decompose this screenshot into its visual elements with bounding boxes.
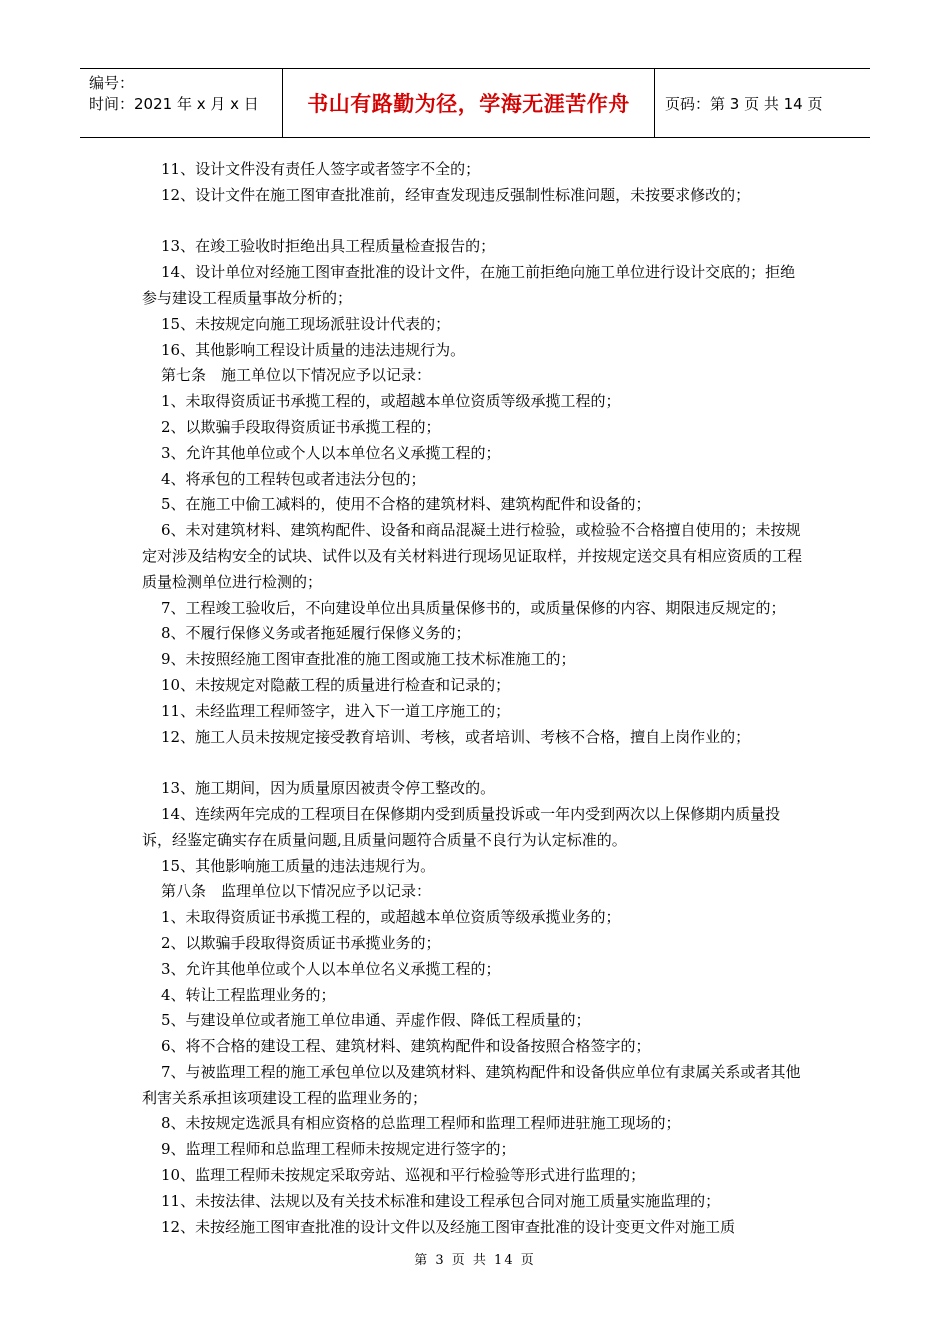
body-paragraph: 13、在竣工验收时拒绝出具工程质量检查报告的； [161,237,496,256]
body-paragraph: 12、设计文件在施工图审查批准前，经审查发现违反强制性标准问题，未按要求修改的； [161,185,751,204]
blank-line [142,209,807,235]
body-paragraph: 8、不履行保修义务或者拖延履行保修义务的； [161,624,471,643]
body-paragraph: 2、以欺骗手段取得资质证书承揽工程的； [161,417,441,436]
body-paragraph: 7、与被监理工程的施工承包单位以及建筑材料、建筑构配件和设备供应单位有隶属关系或者其他利害关系承担该项建设工程的监理业务的； [142,1062,801,1107]
body-paragraph: 5、在施工中偷工减料的，使用不合格的建筑材料、建筑构配件和设备的； [161,495,651,514]
body-paragraph: 10、监理工程师未按规定采取旁站、巡视和平行检验等形式进行监理的； [161,1166,646,1185]
body-paragraph: 10、未按规定对隐蔽工程的质量进行检查和记录的； [161,675,511,694]
body-paragraph: 14、连续两年完成的工程项目在保修期内受到质量投诉或一年内受到两次以上保修期内质量投诉，经鉴定确实存在质量问题,且质量问题符合质量不良行为认定标准的。 [142,804,781,849]
body-paragraph: 6、将不合格的建设工程、建筑材料、建筑构配件和设备按照合格签字的； [161,1037,651,1056]
body-paragraph: 11、设计文件没有责任人签字或者签字不全的； [161,160,481,178]
document-body [142,157,807,1240]
serial-number-label: 编号： [89,74,135,92]
body-paragraph: 第七条 施工单位以下情况应予以记录： [161,366,432,385]
body-paragraph: 1、未取得资质证书承揽工程的，或超越本单位资质等级承揽工程的； [161,392,621,411]
header-meta-cell [80,69,283,137]
body-paragraph: 9、监理工程师和总监理工程师未按规定进行签字的； [161,1140,516,1159]
date-label: 时间：2021 年 x 月 x 日 [89,95,259,113]
header-motto-cell [283,69,655,137]
body-paragraph: 2、以欺骗手段取得资质证书承揽业务的； [161,933,441,952]
header-page-cell [655,69,870,137]
page-indicator: 页码：第 3 页 共 14 页 [665,94,823,113]
body-paragraph: 3、允许其他单位或个人以本单位名义承揽工程的； [161,443,501,462]
body-paragraph: 3、允许其他单位或个人以本单位名义承揽工程的； [161,959,501,978]
body-paragraph: 6、未对建筑材料、建筑构配件、设备和商品混凝土进行检验，或检验不合格擅自使用的；未按规定对涉及结构安全的试块、试件以及有关材料进行现场见证取样，并按规定送交具有相应资质的工程质量检测单位进行检测的； [142,521,803,591]
body-paragraph: 第八条 监理单位以下情况应予以记录： [161,882,432,901]
body-paragraph: 11、未按法律、法规以及有关技术标准和建设工程承包合同对施工质量实施监理的； [161,1191,721,1210]
page-header [80,68,870,138]
body-paragraph: 12、未按经施工图审查批准的设计文件以及经施工图审查批准的设计变更文件对施工质 [161,1217,736,1236]
body-paragraph: 12、施工人员未按规定接受教育培训、考核，或者培训、考核不合格，擅自上岗作业的； [161,727,751,746]
motto-text: 书山有路勤为径，学海无涯苦作舟 [307,92,630,116]
body-paragraph: 11、未经监理工程师签字，进入下一道工序施工的； [161,701,511,720]
body-paragraph: 4、转让工程监理业务的； [161,985,336,1004]
body-paragraph: 15、其他影响施工质量的违法违规行为。 [161,856,436,875]
page-footer: 第 3 页 共 14 页 [414,1253,536,1268]
blank-line [142,750,807,776]
body-paragraph: 15、未按规定向施工现场派驻设计代表的； [161,314,451,333]
body-paragraph: 9、未按照经施工图审查批准的施工图或施工技术标准施工的； [161,650,576,669]
body-paragraph: 13、施工期间，因为质量原因被责令停工整改的。 [161,779,496,798]
body-paragraph: 1、未取得资质证书承揽工程的，或超越本单位资质等级承揽业务的； [161,908,621,927]
body-paragraph: 8、未按规定选派具有相应资格的总监理工程师和监理工程师进驻施工现场的； [161,1114,681,1133]
body-paragraph: 14、设计单位对经施工图审查批准的设计文件，在施工前拒绝向施工单位进行设计交底的；拒绝参与建设工程质量事故分析的； [142,263,796,307]
body-paragraph: 7、工程竣工验收后，不向建设单位出具质量保修书的，或质量保修的内容、期限违反规定的； [161,598,786,617]
body-paragraph: 5、与建设单位或者施工单位串通、弄虚作假、降低工程质量的； [161,1011,591,1030]
body-paragraph: 4、将承包的工程转包或者违法分包的； [161,469,426,488]
body-paragraph: 16、其他影响工程设计质量的违法违规行为。 [161,340,466,359]
